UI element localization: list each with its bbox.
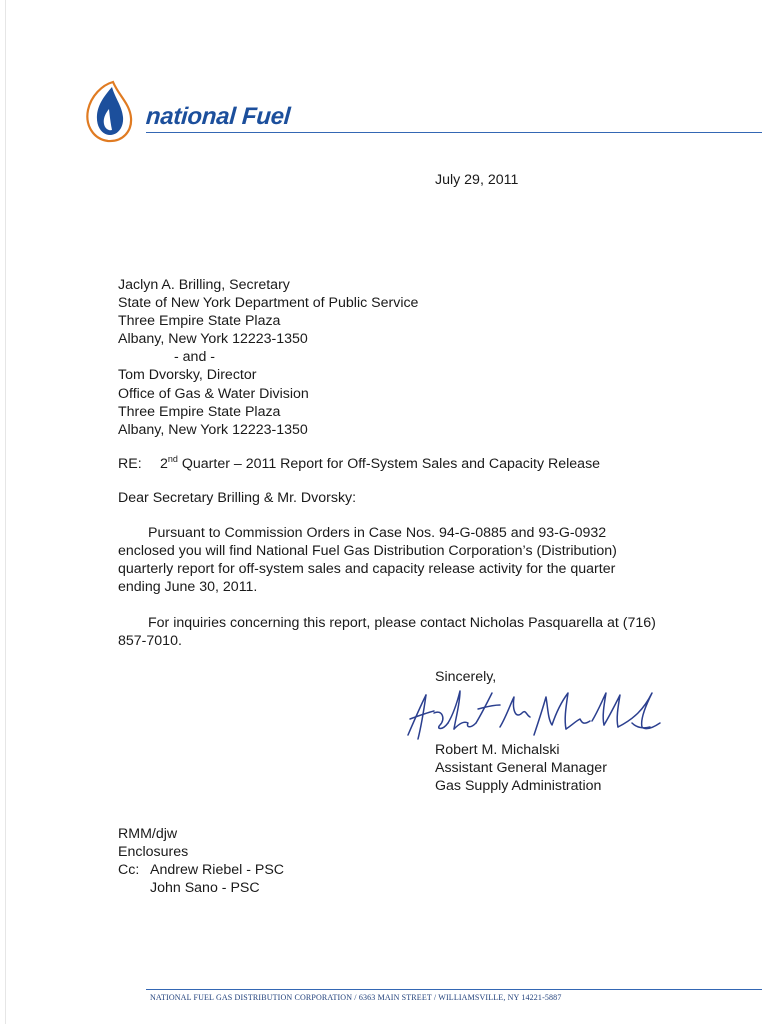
scan-edge	[5, 0, 6, 1024]
cc-list	[150, 861, 284, 897]
reference-block	[118, 825, 284, 897]
letterhead-rule	[146, 132, 762, 133]
flame-logo-icon	[72, 76, 138, 146]
footer-rule	[146, 989, 762, 990]
signer-block	[435, 741, 607, 795]
body-paragraph: For inquiries concerning this report, please contact Nicholas Pasquarella at (716) 857-7010.	[118, 615, 656, 649]
salutation: Dear Secretary Brilling & Mr. Dvorsky:	[118, 490, 357, 506]
address-line: Tom Dvorsky, Director	[118, 367, 257, 384]
cc-recipient: John Sano - PSC	[150, 880, 260, 896]
enclosures-note: Enclosures	[118, 844, 189, 860]
recipient-address	[118, 276, 418, 439]
address-line: Jaclyn A. Brilling, Secretary	[118, 277, 290, 293]
re-subject: Quarter – 2011 Report for Off-System Sales and Capacity Release	[177, 456, 601, 472]
cc-label: Cc:	[118, 862, 140, 878]
re-quarter-suffix: nd	[167, 454, 178, 464]
signer-department: Gas Supply Administration	[435, 778, 602, 794]
company-name: national Fuel	[145, 103, 292, 130]
address-line: - and -	[174, 349, 216, 366]
address-line: Albany, New York 12223-1350	[118, 331, 308, 348]
signer-name: Robert M. Michalski	[435, 742, 560, 758]
address-line: Three Empire State Plaza	[118, 403, 281, 420]
letter-date: July 29, 2011	[435, 172, 519, 188]
address-line: Office of Gas & Water Division	[118, 385, 309, 402]
cc-recipient: Andrew Riebel - PSC	[150, 862, 285, 878]
address-line: State of New York Department of Public Service	[118, 295, 419, 312]
typist-initials: RMM/djw	[118, 826, 178, 842]
closing: Sincerely,	[435, 669, 497, 685]
signer-title: Assistant General Manager	[435, 760, 607, 776]
address-line: Three Empire State Plaza	[118, 313, 281, 330]
re-line	[118, 455, 600, 473]
address-line: Albany, New York 12223-1350	[118, 421, 308, 438]
re-label: RE:	[118, 456, 142, 472]
footer-address: NATIONAL FUEL GAS DISTRIBUTION CORPORATION / 6363 MAIN STREET / WILLIAMSVILLE, NY 14221-5887	[150, 993, 562, 1002]
body-paragraph: Pursuant to Commission Orders in Case Nos. 94-G-0885 and 93-G-0932 enclosed you will find National Fuel Gas Distribution Corporation’s (Distribution) quarterly report for off-system sales and capacity release activity for the quarter ending June 30, 2011.	[118, 525, 617, 595]
cc-line	[118, 861, 284, 897]
re-quarter-number: 2	[160, 456, 168, 472]
